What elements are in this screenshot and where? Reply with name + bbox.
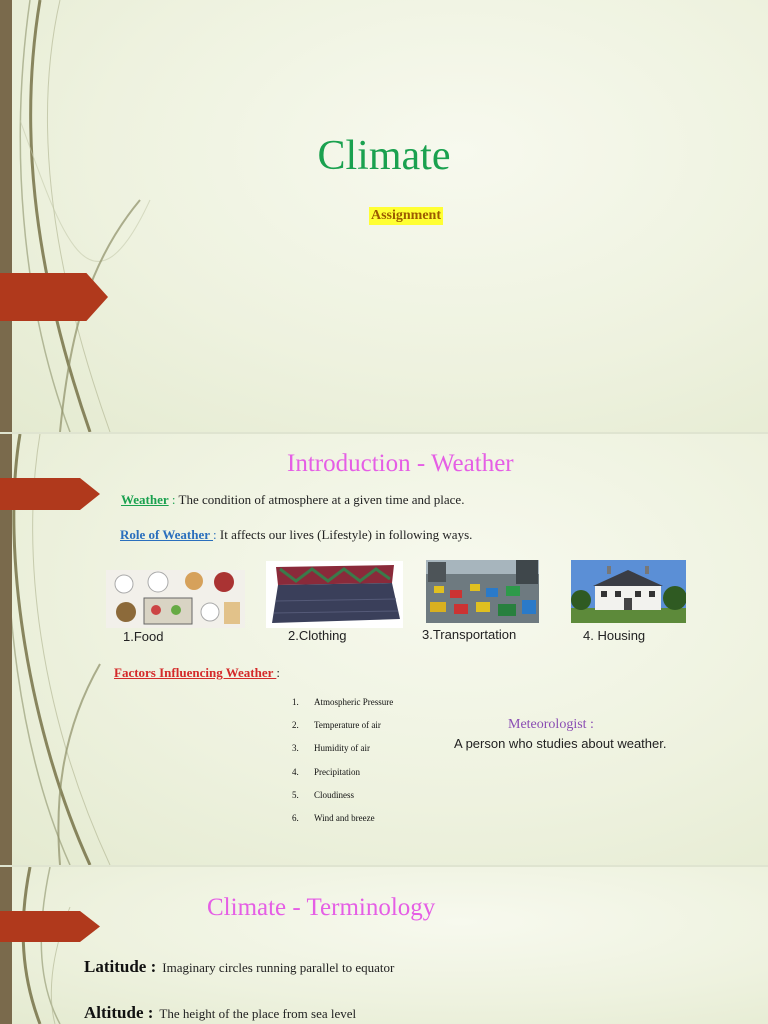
left-accent-bar: [0, 867, 12, 1024]
list-item: 3. Humidity of air: [292, 743, 370, 754]
list-item: 5. Cloudiness: [292, 789, 355, 800]
list-item: 2. Temperature of air: [292, 720, 381, 731]
slide-title: Climate - Terminology: [207, 894, 436, 921]
food-photo: [106, 570, 245, 628]
list-item: 6. Wind and breeze: [292, 812, 375, 823]
weather-slide: [0, 434, 768, 865]
list-item: 4. Precipitation: [292, 766, 360, 777]
terminology-slide: [0, 867, 768, 1024]
arrow-tab: [0, 478, 100, 510]
page-title: Climate: [317, 133, 451, 179]
title-slide: [0, 0, 768, 432]
caption-transportation: 3.Transportation: [422, 627, 517, 642]
term-label: Latitude :: [84, 957, 157, 976]
weather-def-text: The condition of atmosphere at a given time and place.: [178, 492, 465, 507]
term-definition: Imaginary circles running parallel to equator: [162, 960, 395, 975]
role-text: It affects our lives (Lifestyle) in following ways.: [219, 527, 473, 542]
decorative-curves: [0, 867, 768, 1024]
left-accent-bar: [0, 0, 12, 432]
caption-food: 1.Food: [123, 629, 164, 644]
term-label: Altitude :: [84, 1003, 154, 1022]
subtitle-highlight: Assignment: [371, 208, 442, 223]
weather-definition: Weather : The condition of atmosphere at a given time and place.: [121, 492, 465, 507]
caption-clothing: 2.Clothing: [288, 628, 347, 643]
traffic-photo: [426, 560, 539, 623]
caption-housing: 4. Housing: [583, 628, 646, 643]
slide-title: Introduction - Weather: [287, 450, 514, 477]
factors-list: [292, 697, 393, 836]
factors-heading: Factors Influencing Weather :: [114, 665, 280, 680]
factors-label: Factors Influencing Weather: [114, 665, 277, 680]
arrow-tab: [0, 911, 100, 942]
role-label: Role of Weather: [120, 527, 214, 542]
clothing-photo: [266, 561, 403, 628]
arrow-tab: [0, 273, 108, 321]
meteorologist-label: Meteorologist :: [508, 717, 594, 732]
role-of-weather: Role of Weather : It affects our lives (Lifestyle) in following ways.: [120, 527, 473, 542]
list-item: 1. Atmospheric Pressure: [292, 697, 394, 707]
meteorologist-definition: A person who studies about weather.: [454, 736, 667, 751]
term-definition: The height of the place from sea level: [159, 1006, 357, 1021]
term-altitude: [84, 1003, 356, 1023]
weather-label: Weather: [121, 492, 169, 507]
house-photo: [571, 560, 686, 623]
term-latitude: [84, 957, 394, 977]
